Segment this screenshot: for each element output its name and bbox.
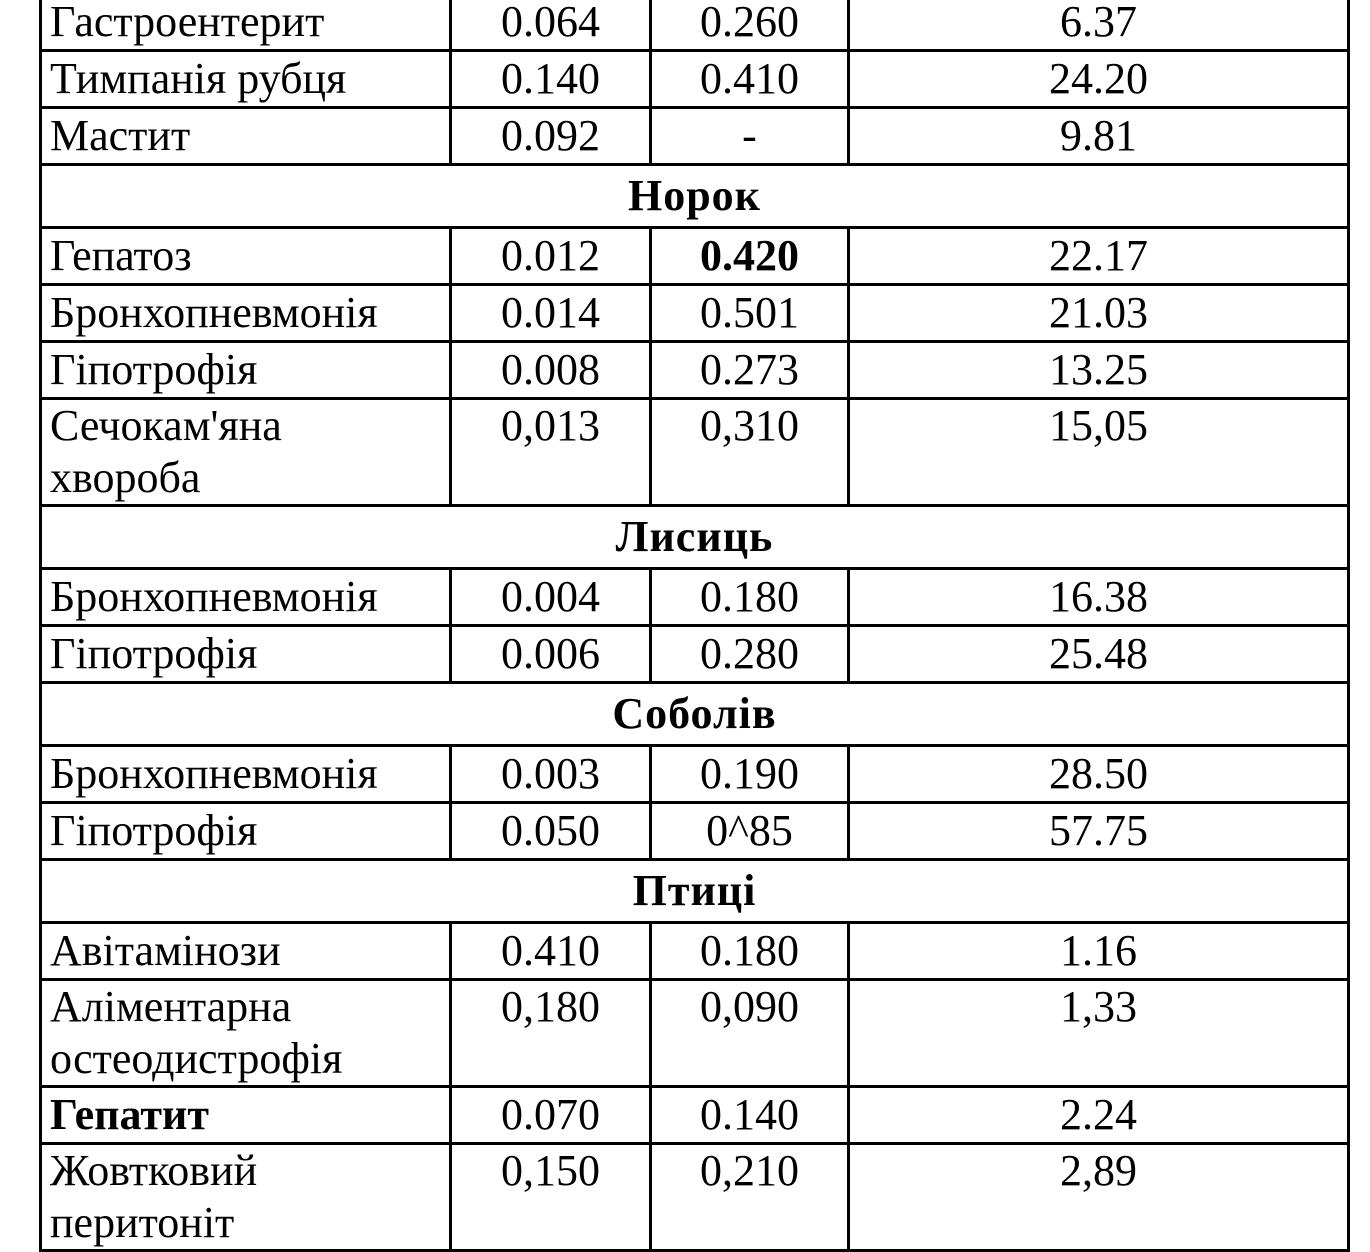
table-row [41,1144,1349,1251]
disease-name-cell: Сечокам'яна хвороба [41,399,451,506]
value-1-cell: 0.092 [451,108,651,165]
value-3-cell: 25.48 [849,626,1349,683]
table-row [41,1087,1349,1144]
section-heading: Лисиць [41,506,1349,569]
value-3-cell: 1.16 [849,923,1349,980]
section-row [41,683,1349,746]
table-row [41,108,1349,165]
table-row [41,285,1349,342]
value-2-cell: 0.410 [651,51,849,108]
table-row [41,228,1349,285]
disease-name-cell: Бронхопневмонія [41,285,451,342]
value-3-cell: 2.24 [849,1087,1349,1144]
value-2-cell: 0^85 [651,803,849,860]
value-2-cell: - [651,108,849,165]
value-3-cell: 16.38 [849,569,1349,626]
table-row [41,0,1349,51]
table-row [41,342,1349,399]
value-2-cell: 0.273 [651,342,849,399]
disease-name-cell: Жовтковий перитоніт [41,1144,451,1251]
value-3-cell: 1,33 [849,980,1349,1087]
table-row [41,746,1349,803]
value-3-cell: 6.37 [849,0,1349,51]
value-2-cell: 0,090 [651,980,849,1087]
value-3-cell: 15,05 [849,399,1349,506]
disease-name-cell: Гепатит [41,1087,451,1144]
value-1-cell: 0.050 [451,803,651,860]
value-1-cell: 0.410 [451,923,651,980]
value-3-cell: 9.81 [849,108,1349,165]
value-1-cell: 0.004 [451,569,651,626]
value-1-cell: 0.064 [451,0,651,51]
value-2-cell: 0,210 [651,1144,849,1251]
disease-name-cell: Тимпанія рубця [41,51,451,108]
value-2-cell: 0.180 [651,569,849,626]
section-heading: Соболів [41,683,1349,746]
section-row [41,165,1349,228]
value-1-cell: 0,150 [451,1144,651,1251]
table-row [41,399,1349,506]
value-3-cell: 2,89 [849,1144,1349,1251]
value-3-cell: 22.17 [849,228,1349,285]
value-1-cell: 0.140 [451,51,651,108]
table-row [41,980,1349,1087]
value-2-cell: 0.420 [651,228,849,285]
section-row [41,506,1349,569]
disease-name-cell: Бронхопневмонія [41,569,451,626]
table-row [41,51,1349,108]
value-2-cell: 0.140 [651,1087,849,1144]
value-3-cell: 24.20 [849,51,1349,108]
value-1-cell: 0.012 [451,228,651,285]
section-heading: Птиці [41,860,1349,923]
disease-data-table [39,0,1350,1252]
disease-name-cell: Гіпотрофія [41,803,451,860]
disease-name-cell: Бронхопневмонія [41,746,451,803]
value-3-cell: 57.75 [849,803,1349,860]
disease-name-cell: Аліментарна остеодистрофія [41,980,451,1087]
disease-name-cell: Авітамінози [41,923,451,980]
value-2-cell: 0.501 [651,285,849,342]
section-heading: Норок [41,165,1349,228]
value-2-cell: 0.190 [651,746,849,803]
value-2-cell: 0.180 [651,923,849,980]
disease-name-cell: Гіпотрофія [41,342,451,399]
value-3-cell: 28.50 [849,746,1349,803]
disease-name-cell: Гастроентерит [41,0,451,51]
section-row [41,860,1349,923]
value-3-cell: 21.03 [849,285,1349,342]
value-1-cell: 0.008 [451,342,651,399]
value-2-cell: 0,310 [651,399,849,506]
table-row [41,803,1349,860]
table-row [41,923,1349,980]
disease-name-cell: Мастит [41,108,451,165]
disease-name-cell: Гіпотрофія [41,626,451,683]
value-2-cell: 0.280 [651,626,849,683]
value-1-cell: 0.014 [451,285,651,342]
value-2-cell: 0.260 [651,0,849,51]
value-1-cell: 0.070 [451,1087,651,1144]
table-row [41,569,1349,626]
value-1-cell: 0.003 [451,746,651,803]
disease-name-cell: Гепатоз [41,228,451,285]
value-3-cell: 13.25 [849,342,1349,399]
table-row [41,626,1349,683]
value-1-cell: 0,180 [451,980,651,1087]
value-1-cell: 0,013 [451,399,651,506]
value-1-cell: 0.006 [451,626,651,683]
